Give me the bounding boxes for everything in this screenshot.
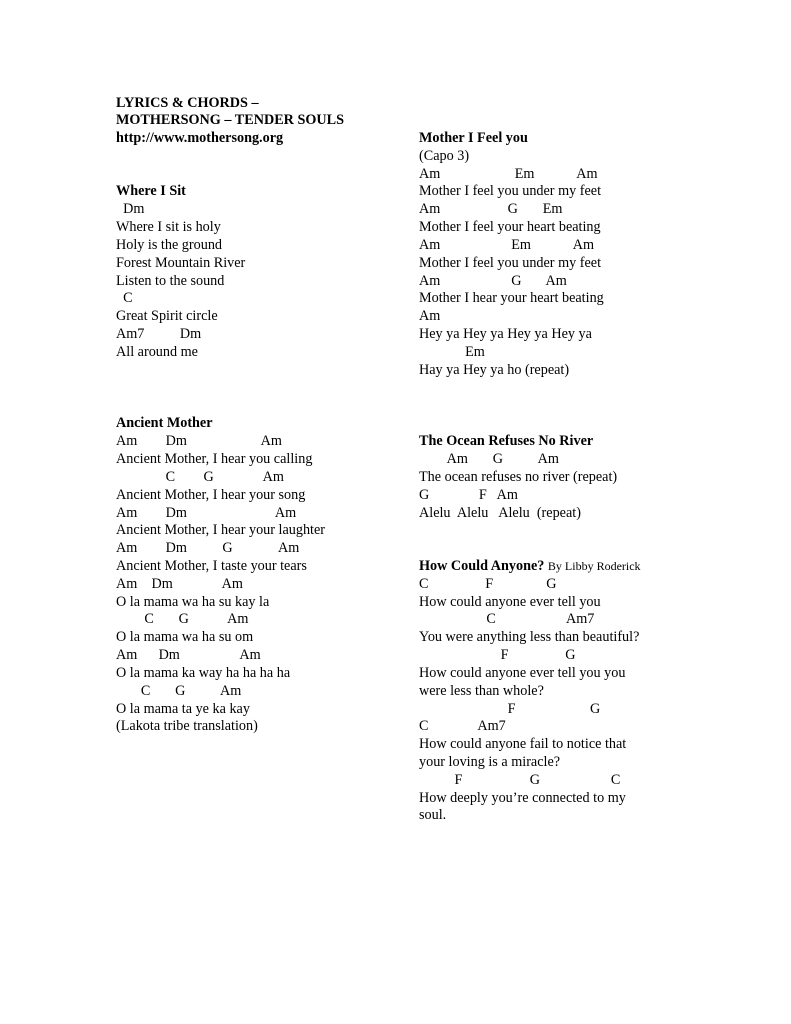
song-title-how-could-anyone xyxy=(419,557,641,575)
song-line: You were anything less than beautiful? xyxy=(419,629,640,645)
song-line: How could anyone fail to notice that xyxy=(419,736,627,752)
song-line: Am G Em xyxy=(419,201,563,217)
song-line: soul. xyxy=(419,807,447,823)
song-line: Am Dm G Am xyxy=(116,540,300,556)
song-line: C Am7 xyxy=(419,718,506,734)
song-line: Em xyxy=(419,344,485,360)
song-line: Listen to the sound xyxy=(116,273,225,289)
song-line: your loving is a miracle? xyxy=(419,754,561,770)
song-title-mother-i-feel-you: Mother I Feel you xyxy=(419,130,528,146)
song-title-ocean-refuses-no-river: The Ocean Refuses No River xyxy=(419,433,594,449)
song-line: O la mama ka way ha ha ha ha xyxy=(116,665,291,681)
song-line: C xyxy=(116,290,133,306)
song-line: Forest Mountain River xyxy=(116,255,246,271)
song-line: (Capo 3) xyxy=(419,148,470,164)
song-line: Am G Am xyxy=(419,451,559,467)
song-line: Mother I feel you under my feet xyxy=(419,183,602,199)
song-line: Am7 Dm xyxy=(116,326,202,342)
song-line: The ocean refuses no river (repeat) xyxy=(419,469,618,485)
document-title-line-1: LYRICS & CHORDS – xyxy=(116,95,259,111)
song-line: O la mama wa ha su om xyxy=(116,629,254,645)
song-line: Am Dm Am xyxy=(116,647,261,663)
song-line: (Lakota tribe translation) xyxy=(116,718,258,734)
song-line: Am Em Am xyxy=(419,166,598,182)
song-title-where-i-sit: Where I Sit xyxy=(116,183,186,199)
website-url[interactable]: http://www.mothersong.org xyxy=(116,130,284,146)
song-line: Ancient Mother, I hear you calling xyxy=(116,451,313,467)
song-line: F G xyxy=(419,647,576,663)
song-line: Mother I hear your heart beating xyxy=(419,290,604,306)
song-line: Alelu Alelu Alelu (repeat) xyxy=(419,505,581,521)
song-title-ancient-mother: Ancient Mother xyxy=(116,415,213,431)
song-line: Great Spirit circle xyxy=(116,308,218,324)
song-byline: By Libby Roderick xyxy=(547,559,641,573)
song-line: How could anyone ever tell you you xyxy=(419,665,626,681)
song-line: C G Am xyxy=(116,469,284,485)
song-line: Am Dm Am xyxy=(116,433,282,449)
song-line: How deeply you’re connected to my xyxy=(419,790,626,806)
song-line: Am xyxy=(419,308,441,324)
song-line: were less than whole? xyxy=(419,683,544,699)
song-line: C F G xyxy=(419,576,557,592)
song-line: Mother I feel you under my feet xyxy=(419,255,602,271)
song-line: C G Am xyxy=(116,683,242,699)
song-line: G F Am xyxy=(419,487,518,503)
document-title-line-2: MOTHERSONG – TENDER SOULS xyxy=(116,112,344,128)
song-line: C Am7 xyxy=(419,611,595,627)
song-line: Am G Am xyxy=(419,273,567,289)
song-line: All around me xyxy=(116,344,198,360)
song-line: F G C xyxy=(419,772,621,788)
song-line: Am Dm Am xyxy=(116,505,297,521)
song-line: Ancient Mother, I taste your tears xyxy=(116,558,307,574)
song-title-text: How Could Anyone? xyxy=(419,558,545,574)
song-line: O la mama ta ye ka kay xyxy=(116,701,250,717)
song-line: Ancient Mother, I hear your song xyxy=(116,487,306,503)
song-line: Where I sit is holy xyxy=(116,219,221,235)
song-line: Am Em Am xyxy=(419,237,594,253)
song-line: Am Dm Am xyxy=(116,576,243,592)
song-line: Holy is the ground xyxy=(116,237,223,253)
song-line: Mother I feel your heart beating xyxy=(419,219,601,235)
song-line: Hey ya Hey ya Hey ya Hey ya xyxy=(419,326,592,342)
song-line: F G xyxy=(419,701,601,717)
song-line: Dm xyxy=(116,201,145,217)
song-line: O la mama wa ha su kay la xyxy=(116,594,270,610)
song-line: C G Am xyxy=(116,611,249,627)
song-line: Ancient Mother, I hear your laughter xyxy=(116,522,326,538)
song-line: Hay ya Hey ya ho (repeat) xyxy=(419,362,570,378)
song-line: How could anyone ever tell you xyxy=(419,594,601,610)
